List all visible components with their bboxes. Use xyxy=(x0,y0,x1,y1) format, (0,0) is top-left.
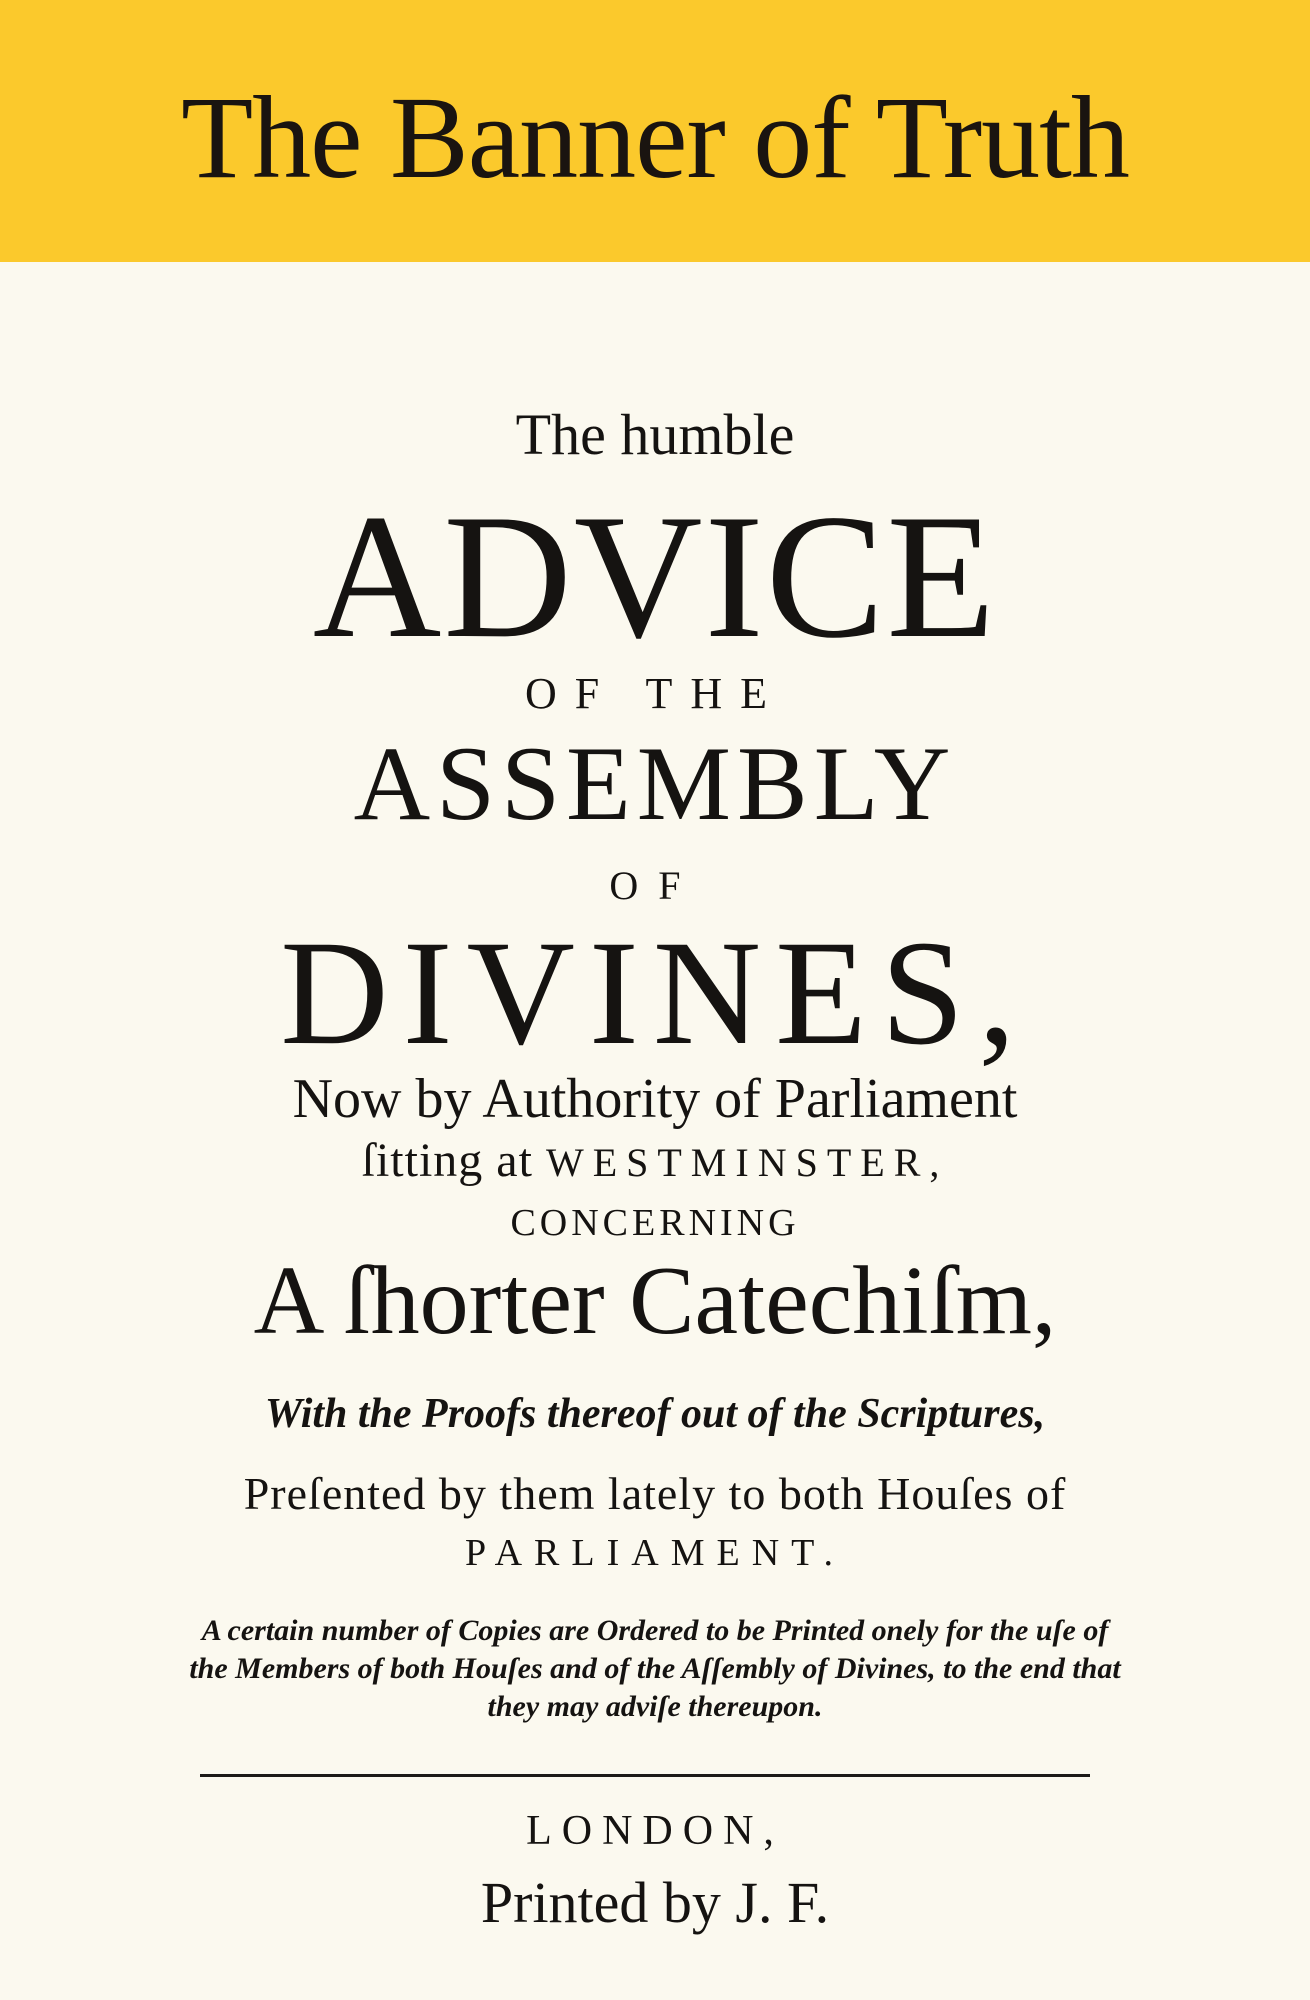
line-shorter-catechism: A ſhorter Catechiſm, xyxy=(253,1247,1057,1355)
line-advice: ADVICE xyxy=(312,477,998,675)
line-presented: Preſented by them lately to both Houſes of xyxy=(243,1468,1067,1519)
sitting-prefix: ſitting at xyxy=(361,1134,533,1187)
line-of-the: OF THE xyxy=(525,669,785,718)
line-concerning: CONCERNING xyxy=(510,1202,800,1244)
horizontal-rule xyxy=(200,1774,1090,1777)
line-assembly: ASSEMBLY xyxy=(353,725,957,842)
line-with-proofs: With the Proofs thereof out of the Scriptures, xyxy=(264,1391,1046,1437)
line-printed-by: Printed by J. F. xyxy=(480,1870,830,1935)
line-parliament: PARLIAMENT. xyxy=(464,1532,846,1574)
line-now-by-authority: Now by Authority of Parliament xyxy=(292,1068,1018,1130)
banner-title: The Banner of Truth xyxy=(181,72,1129,203)
line-the-humble: The humble xyxy=(515,402,795,467)
line-divines: DIVINES, xyxy=(280,910,1030,1076)
line-of: OF xyxy=(609,863,701,908)
sitting-place: WESTMINSTER, xyxy=(545,1140,949,1185)
line-sitting-at-westminster xyxy=(0,1132,1310,1192)
printing-note: A certain number of Copies are Ordered to be Printed onely for the uſe of the Members of both Houſes and of the Aſſembly of Divines, to the end that they may adviſe thereupon. xyxy=(189,1614,1121,1723)
line-london: LONDON, xyxy=(526,1808,784,1854)
banner xyxy=(0,0,1310,262)
